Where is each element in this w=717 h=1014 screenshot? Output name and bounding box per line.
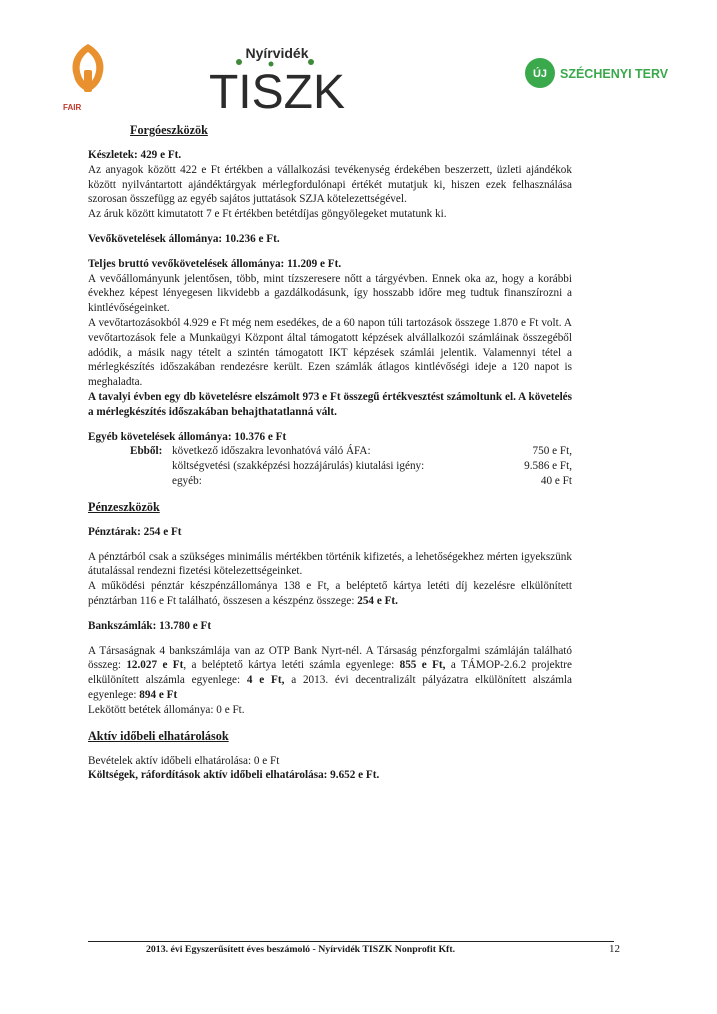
egyeb-row-value: 9.586 e Ft, bbox=[524, 460, 572, 473]
section-title-aktiv-idobeli: Aktív időbeli elhatárolások bbox=[88, 728, 229, 743]
egyeb-row bbox=[130, 444, 572, 459]
brutto-vevokovetelesek-heading: Teljes bruttó vevőkövetelések állománya: 11.209 e Ft. bbox=[88, 257, 342, 270]
egyeb-row-value: 40 e Ft bbox=[540, 474, 572, 487]
egyeb-kovetelesek-heading: Egyéb követelések állománya: 10.376 e Ft bbox=[88, 430, 287, 443]
page-number: 12 bbox=[609, 943, 620, 955]
aktiv-bevetelek: Bevételek aktív időbeli elhatárolása: 0 e Ft bbox=[88, 754, 280, 767]
bankszamlak-heading: Bankszámlák: 13.780 e Ft bbox=[88, 619, 212, 632]
szechenyi-logo-text: SZÉCHENYI TERV bbox=[560, 67, 669, 81]
brutto-paragraph-3: A tavalyi évben egy db követelésre elszámolt 973 e Ft összegű értékvesztést számoltunk el. A követelés a mérlegkészítés időszakában behajthatatlanná vált. bbox=[88, 390, 572, 418]
egyeb-row-text: költségvetési (szakképzési hozzájárulás) kiutalási igény: bbox=[172, 460, 425, 473]
egyeb-row bbox=[130, 474, 572, 489]
vevokovetelesek-heading: Vevőkövetelések állománya: 10.236 e Ft. bbox=[88, 232, 280, 245]
penztarak-paragraph-2: A működési pénztár készpénzállománya 138 e Ft, a beléptető kártya letéti díj kezelésre elkülönített pénztárban 116 e Ft található, összesen a készpénz összege: 254 e Ft. bbox=[88, 580, 572, 607]
lekotott-betetek: Lekötött betétek állománya: 0 e Ft. bbox=[88, 703, 245, 716]
penztarak-paragraph-1: A pénztárból csak a szükséges minimális mértékben történik kifizetés, a lehetőségekhez mérten igyekszünk átutalással rendezni fizetési kötelezettségeinket. bbox=[88, 550, 572, 578]
brutto-paragraph-1: A vevőállományunk jelentősen, több, mint tízszeresere nőtt a tárgyévben. Ennek oka az, hogy a korábbi évekhez képest lényegesen likvidebb a gazdálkodásunk, így hosszabb időre meg tudtuk finanszírozni a kintlévőségeinket. bbox=[88, 272, 572, 315]
bankszamlak-paragraph: A Társaságnak 4 bankszámlája van az OTP Bank Nyrt-nél. A Társaság pénzforgalmi számláján található összeg: 12.027 e Ft, a beléptető kártya letéti számla egyenlege: 855 e Ft, a TÁMOP-2.6.2 projektre elkülönített alszámla egyenlege: 4 e Ft, a 2013. évi decentralizált pályázatra elkülönített alszámla egyenlege: 894 e Ft bbox=[88, 644, 573, 701]
egyeb-row-text: következő időszakra levonhatóvá váló ÁFA: bbox=[172, 445, 371, 458]
fair-logo-text: FAIR bbox=[63, 103, 82, 112]
footer-divider bbox=[88, 941, 614, 942]
keszletek-paragraph-2: Az áruk között kimutatott 7 e Ft értékben betétdíjas göngyölegeket mutatunk ki. bbox=[88, 208, 447, 221]
egyeb-row-value: 750 e Ft, bbox=[532, 445, 572, 458]
penztarak-heading: Pénztárak: 254 e Ft bbox=[88, 525, 182, 538]
section-title-forgoeszkozok: Forgóeszközök bbox=[130, 123, 208, 137]
footer-text: 2013. évi Egyszerűsített éves beszámoló - Nyírvidék TISZK Nonprofit Kft. bbox=[146, 944, 456, 955]
report-body bbox=[88, 122, 572, 783]
page-footer bbox=[88, 943, 620, 960]
tiszk-logo-main: TISZK bbox=[208, 66, 346, 119]
keszletek-paragraph-1: Az anyagok között 422 e Ft értékben a vállalkozási tevékenység érdekében beszerzett, üzleti ajándékok között nyilvántartott ajándéktárgyak mérlegfordulónapi értékét mutatjuk ki, hiszen ezek felhasználása szorosan összefügg az egyéb sajátos juttatások SZJA kötelezettségével. bbox=[88, 163, 572, 206]
aktiv-koltsegek: Költségek, ráfordítások aktív időbeli elhatárolása: 9.652 e Ft. bbox=[88, 769, 380, 782]
egyeb-row-text: egyéb: bbox=[172, 474, 202, 487]
keszletek-heading: Készletek: 429 e Ft. bbox=[88, 149, 182, 161]
egyeb-breakdown-table bbox=[130, 444, 572, 488]
tiszk-logo bbox=[207, 42, 347, 120]
tiszk-logo-top: Nyírvidék bbox=[245, 45, 309, 61]
szechenyi-badge-text: ÚJ bbox=[532, 68, 548, 80]
brutto-paragraph-2: A vevőtartozásokból 4.929 e Ft még nem esedékes, de a 60 napon túli tartozások összege 1.870 e Ft volt. A vevőtartozások fele a Munkaügyi Központ által támogatott képzések alvállalkozói számláinak összegéből adódik, a másik nagy tételt a szintén támogatott IKT képzések számlái jelentik. Valamennyi tétel a mérlegkészítés időszakában rendezésre került. Ezen számlák átlagos kintlévőségi ideje a 120 napot is meghaladta. bbox=[88, 316, 572, 389]
szechenyi-terv-logo bbox=[524, 56, 674, 90]
egyeb-lead-label: Ebből: bbox=[130, 445, 163, 458]
section-title-penzeszkozok: Pénzeszközök bbox=[88, 499, 160, 514]
fair-logo bbox=[62, 40, 114, 114]
egyeb-row bbox=[130, 459, 572, 474]
